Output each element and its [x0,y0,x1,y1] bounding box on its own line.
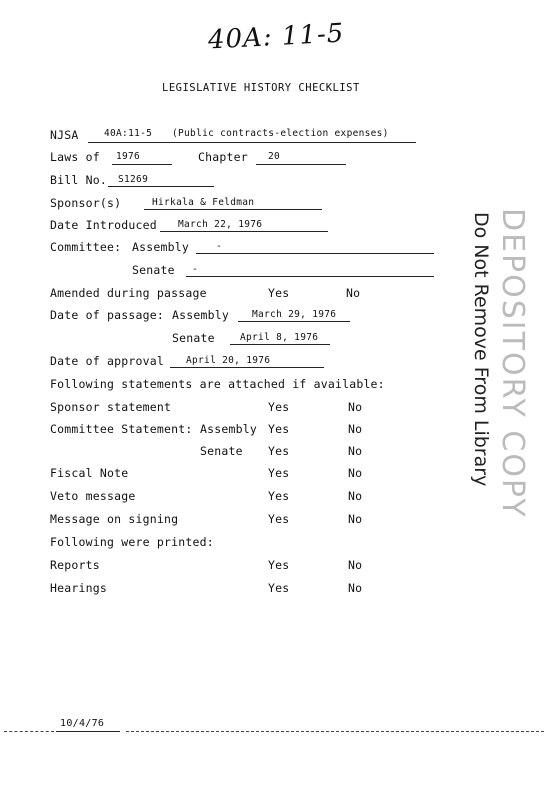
page-title: LEGISLATIVE HISTORY CHECKLIST [162,82,360,94]
passage-assembly-label: Assembly [172,308,229,322]
printed-label: Hearings [50,581,107,595]
statement-label: Message on signing [50,512,179,526]
handwritten-code: 40A: 11-5 [207,18,345,56]
statement-sub: Assembly [200,422,257,436]
approval-value: April 20, 1976 [186,355,271,366]
footer-dash-right [126,731,544,732]
statement-no: No [348,512,363,526]
chapter-label: Chapter [198,150,248,164]
statement-label: Veto message [50,489,136,503]
sponsor-underline [144,209,322,210]
bill-value: S1269 [118,174,149,185]
date-introduced-underline [160,231,328,232]
statement-sub: Senate [200,444,243,458]
statement-no: No [348,400,363,414]
approval-underline [170,367,324,368]
statement-no: No [348,489,363,503]
amended-no: No [346,286,361,300]
bill-underline [108,186,214,187]
statement-no: No [348,444,363,458]
committee-senate-underline [186,276,434,277]
amended-label: Amended during passage [50,286,207,300]
passage-label: Date of passage: [50,308,164,322]
following-printed: Following were printed: [50,535,214,549]
bill-label: Bill No. [50,173,107,187]
footer-date-underline [56,731,120,732]
committee-senate-value: - [192,264,199,275]
printed-no: No [348,558,363,572]
approval-label: Date of approval [50,354,164,368]
passage-assembly-underline [238,321,350,322]
footer-dash-left [4,731,54,732]
amended-yes: Yes [268,286,290,300]
chapter-value: 20 [268,151,281,162]
date-introduced-label: Date Introduced [50,218,157,232]
njsa-label: NJSA [50,128,79,142]
sponsor-label: Sponsor(s) [50,196,122,210]
printed-no: No [348,581,363,595]
passage-assembly-value: March 29, 1976 [252,309,337,320]
depository-stamp: DEPOSITORY COPY [495,208,530,519]
laws-underline [112,164,172,165]
njsa-underline [88,142,416,143]
statement-yes: Yes [268,422,290,436]
statement-label: Fiscal Note [50,466,129,480]
statement-yes: Yes [268,400,290,414]
passage-senate-label: Senate [172,331,215,345]
statement-no: No [348,422,363,436]
footer-date: 10/4/76 [60,718,105,729]
committee-senate-label: Senate [132,263,175,277]
njsa-value: 40A:11-5 [104,128,153,139]
statement-yes: Yes [268,489,290,503]
printed-yes: Yes [268,581,290,595]
printed-label: Reports [50,558,100,572]
laws-value: 1976 [116,151,141,162]
committee-assembly-label: Assembly [132,240,189,254]
committee-assembly-value: - [216,241,223,252]
committee-label: Committee: [50,240,122,254]
chapter-underline [256,164,346,165]
statement-yes: Yes [268,466,290,480]
statement-yes: Yes [268,444,290,458]
passage-senate-value: April 8, 1976 [240,332,319,343]
njsa-note: (Public contracts-election expenses) [172,128,389,139]
date-introduced-value: March 22, 1976 [178,219,263,230]
statement-yes: Yes [268,512,290,526]
statement-no: No [348,466,363,480]
sponsor-value: Hirkala & Feldman [152,197,255,208]
do-not-remove-stamp: Do Not Remove From Library [470,212,492,487]
statement-label: Committee Statement: [50,422,193,436]
committee-assembly-underline [196,253,434,254]
laws-label: Laws of [50,150,100,164]
printed-yes: Yes [268,558,290,572]
statement-label: Sponsor statement [50,400,172,414]
following-attached: Following statements are attached if available: [50,377,385,391]
passage-senate-underline [230,344,330,345]
